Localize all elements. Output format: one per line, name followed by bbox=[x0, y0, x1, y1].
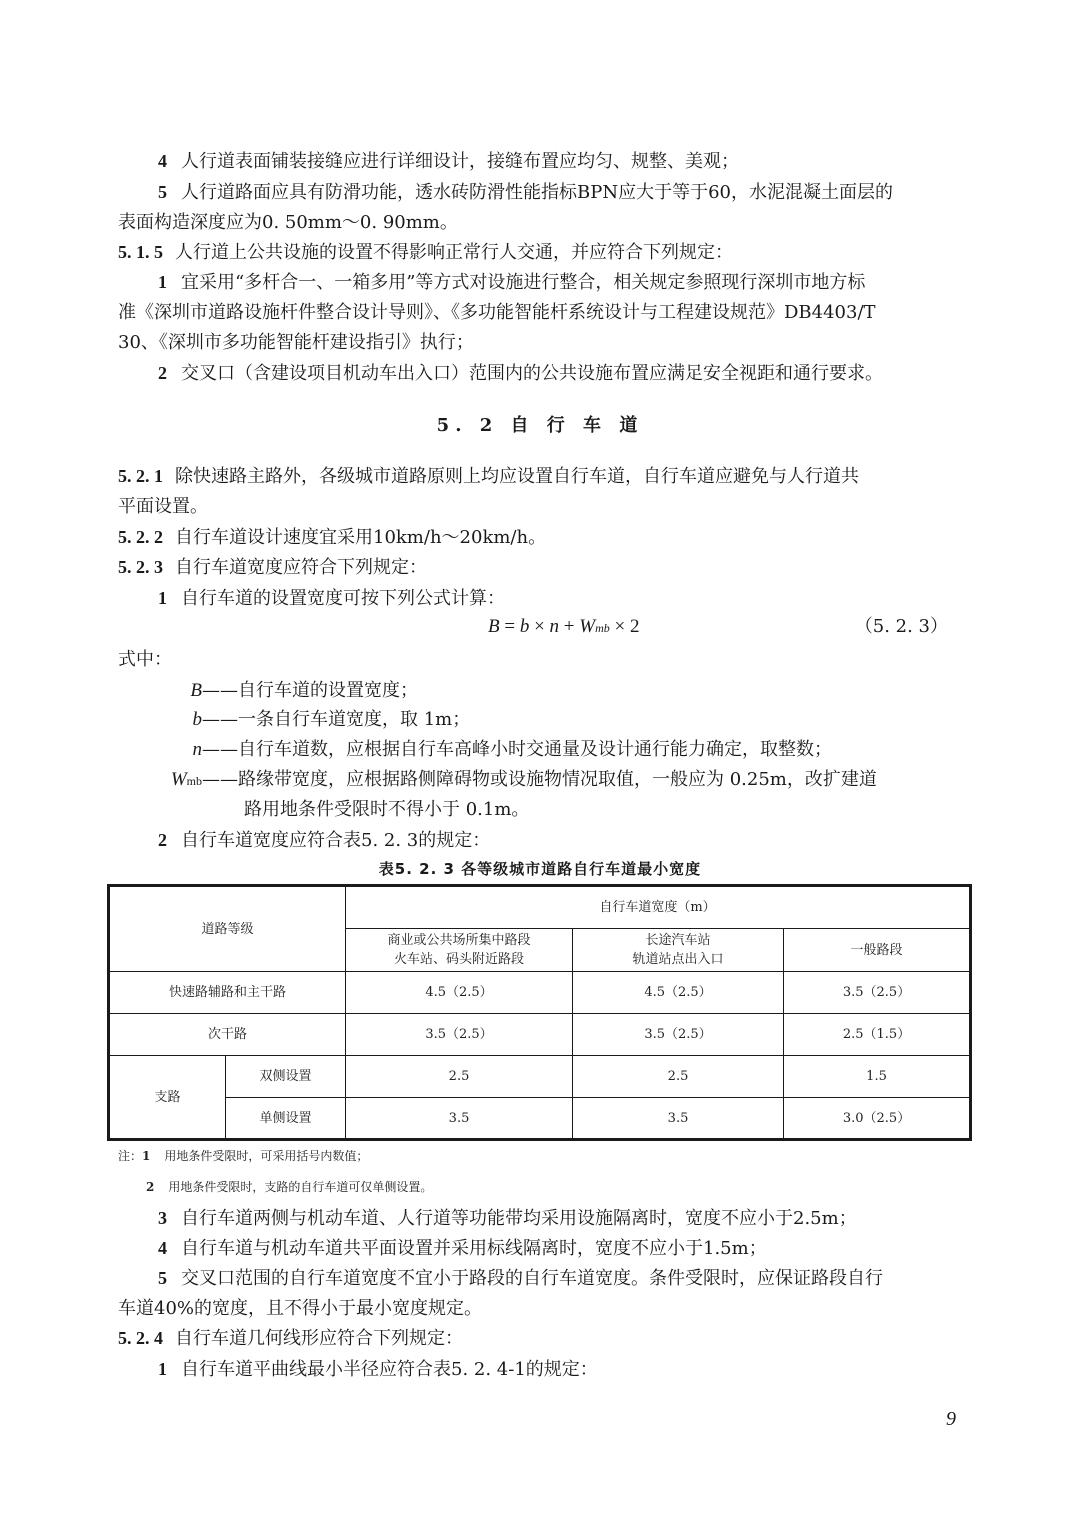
cell-value: 2.5 bbox=[346, 1056, 573, 1098]
table-note-2: 2 用地条件受限时，支路的自行车道可仅单侧设置。 bbox=[146, 1180, 433, 1194]
header-commercial-segment: 商业或公共场所集中路段 火车站、码头附近路段 bbox=[346, 929, 573, 972]
symbol-n: n bbox=[192, 739, 202, 760]
clause-5-2-3-item-4: 4 自行车道与机动车道共平面设置并采用标线隔离时，宽度不应小于1.5m； bbox=[158, 1238, 767, 1259]
clause-5-2-2: 5. 2. 2 自行车道设计速度宜采用10km/h～20km/h。 bbox=[118, 527, 547, 548]
bike-lane-width-table bbox=[107, 884, 972, 1141]
header-bike-lane-width: 自行车道宽度（m） bbox=[346, 886, 971, 929]
definition-b: ——一条自行车道宽度，取 1m； bbox=[202, 709, 471, 730]
page-number: 9 bbox=[946, 1408, 956, 1430]
clause-5-2-4-item-1: 1 自行车道平曲线最小半径应符合表5. 2. 4-1的规定： bbox=[158, 1359, 598, 1380]
clause-5-2-3-item-5-continuation: 车道40%的宽度，且不得小于最小宽度规定。 bbox=[118, 1298, 483, 1319]
clause-5-2-3-item-1: 1 自行车道的设置宽度可按下列公式计算： bbox=[158, 588, 505, 609]
row-label-branch: 支路 bbox=[109, 1056, 226, 1140]
table-row bbox=[109, 972, 971, 1014]
cell-value: 2.5（1.5） bbox=[784, 1014, 971, 1056]
item-5-antiskid: 5 人行道路面应具有防滑功能，透水砖防滑性能指标BPN应大于等于60，水泥混凝土面层的 bbox=[158, 182, 893, 203]
cell-value: 4.5（2.5） bbox=[573, 972, 784, 1014]
table-note-1: 注：1 用地条件受限时，可采用括号内数值； bbox=[118, 1149, 369, 1163]
cell-value: 3.5（2.5） bbox=[346, 1014, 573, 1056]
item-4-paving-joints: 4 人行道表面铺装接缝应进行详细设计，接缝布置应均匀、规整、美观； bbox=[158, 151, 739, 172]
cell-value: 2.5 bbox=[573, 1056, 784, 1098]
table-caption: 表5. 2. 3 各等级城市道路自行车道最小宽度 bbox=[378, 860, 702, 878]
table-row bbox=[109, 1056, 971, 1098]
header-road-grade: 道路等级 bbox=[109, 886, 346, 972]
symbol-Wmb: Wmb bbox=[170, 769, 202, 790]
item-1-continuation-b: 30、《深圳市多功能智能杆建设指引》执行； bbox=[118, 332, 474, 353]
definition-B: ——自行车道的设置宽度； bbox=[202, 680, 418, 701]
where-label: 式中： bbox=[118, 649, 172, 670]
equation-number: （5. 2. 3） bbox=[854, 616, 948, 637]
table-row bbox=[109, 1014, 971, 1056]
row-label: 次干路 bbox=[109, 1014, 346, 1056]
item-2-intersection-facilities: 2 交叉口（含建设项目机动车出入口）范围内的公共设施布置应满足安全视距和通行要求。 bbox=[158, 363, 883, 384]
cell-value: 4.5（2.5） bbox=[346, 972, 573, 1014]
row-sublabel: 单侧设置 bbox=[226, 1098, 346, 1140]
definition-Wmb: ——路缘带宽度，应根据路侧障碍物或设施物情况取值，一般应为 0.25m，改扩建道 bbox=[202, 769, 877, 790]
header-bus-station: 长途汽车站 轨道站点出入口 bbox=[573, 929, 784, 972]
cell-value: 3.0（2.5） bbox=[784, 1098, 971, 1140]
width-formula: B = b × n + Wmb × 2 bbox=[488, 616, 640, 637]
definition-n: ——自行车道数，应根据自行车高峰小时交通量及设计通行能力确定，取整数； bbox=[202, 739, 832, 760]
cell-value: 3.5（2.5） bbox=[784, 972, 971, 1014]
item-1-facility-integration: 1 宜采用“多杆合一、一箱多用”等方式对设施进行整合，相关规定参照现行深圳市地方标 bbox=[158, 272, 866, 293]
definition-Wmb-continuation: 路用地条件受限时不得小于 0.1m。 bbox=[244, 799, 530, 820]
row-sublabel: 双侧设置 bbox=[226, 1056, 346, 1098]
clause-5-2-3-item-3: 3 自行车道两侧与机动车道、人行道等功能带均采用设施隔离时，宽度不应小于2.5m； bbox=[158, 1208, 857, 1229]
header-general-segment: 一般路段 bbox=[784, 929, 971, 972]
clause-5-2-4: 5. 2. 4 自行车道几何线形应符合下列规定： bbox=[118, 1328, 463, 1349]
symbol-b: b bbox=[192, 709, 202, 730]
clause-5-2-3: 5. 2. 3 自行车道宽度应符合下列规定： bbox=[118, 557, 427, 578]
cell-value: 1.5 bbox=[784, 1056, 971, 1098]
table-row bbox=[109, 1098, 971, 1140]
clause-5-2-3-item-5: 5 交叉口范围的自行车道宽度不宜小于路段的自行车道宽度。条件受限时，应保证路段自行 bbox=[158, 1268, 883, 1289]
clause-5-1-5: 5. 1. 5 人行道上公共设施的设置不得影响正常行人交通，并应符合下列规定： bbox=[118, 242, 733, 263]
item-5-continuation: 表面构造深度应为0. 50mm～0. 90mm。 bbox=[118, 212, 458, 233]
cell-value: 3.5 bbox=[573, 1098, 784, 1140]
section-heading-5-2: 5. 2 自 行 车 道 bbox=[436, 415, 644, 436]
symbol-B: B bbox=[190, 680, 202, 701]
clause-5-2-3-item-2: 2 自行车道宽度应符合表5. 2. 3的规定： bbox=[158, 830, 491, 851]
clause-5-2-1-continuation: 平面设置。 bbox=[118, 496, 208, 517]
clause-5-2-1: 5. 2. 1 除快速路主路外，各级城市道路原则上均应设置自行车道，自行车道应避免与人行道共 bbox=[118, 466, 859, 487]
cell-value: 3.5（2.5） bbox=[573, 1014, 784, 1056]
item-1-continuation-a: 准《深圳市道路设施杆件整合设计导则》、《多功能智能杆系统设计与工程建设规范》DB4403/T bbox=[118, 302, 876, 323]
row-label: 快速路辅路和主干路 bbox=[109, 972, 346, 1014]
cell-value: 3.5 bbox=[346, 1098, 573, 1140]
